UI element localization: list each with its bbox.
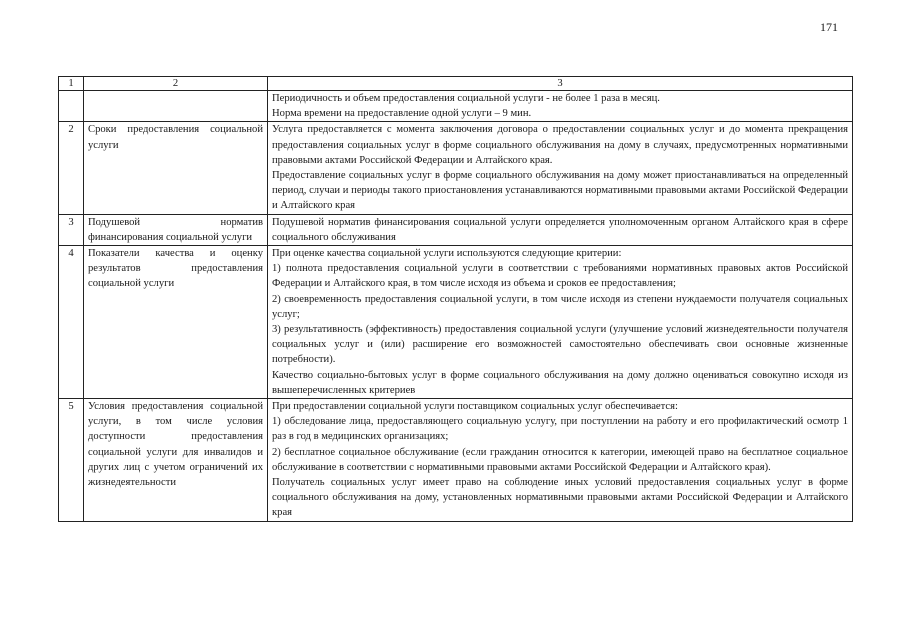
table-header-row: [59, 77, 853, 91]
row-title: Условия предоставления социальной услуги, в том числе условия доступности предоставления социальной услуги для инвалидов и других лиц с учетом ограничений их жизнедеятельности: [84, 399, 268, 522]
content-paragraph: Качество социально-бытовых услуг в форме социального обслуживания на дому должно оцениваться совокупно исходя из вышеперечисленных критериев: [272, 369, 848, 396]
content-paragraph: 3) результативность (эффективность) предоставления социальной услуги (улучшение условий жизнедеятельности получателя социальных услуг и (или) расширение его возможностей самостоятельно обеспечивать свои основные жизненные потребности).: [272, 324, 848, 366]
row-number: 3: [59, 214, 84, 245]
header-col-3: 3: [268, 77, 853, 91]
content-paragraph: Получатель социальных услуг имеет право на соблюдение иных условий предоставления социальных услуг в форме социального обслуживания на дому, установленных нормативными правовыми актами Российской Федерации и Алтайского края: [272, 477, 848, 519]
row-number: 5: [59, 399, 84, 522]
row-number: 2: [59, 122, 84, 214]
content-paragraph: При предоставлении социальной услуги поставщиком социальных услуг обеспечивается:: [272, 401, 678, 413]
row-title: Сроки предоставления социальной услуги: [84, 122, 268, 214]
row-content: [268, 91, 853, 122]
table-row: [59, 91, 853, 122]
row-content: [268, 399, 853, 522]
row-title: [84, 91, 268, 122]
content-paragraph: 2) своевременность предоставления социальной услуги, в том числе исходя из степени нуждаемости получателя социальных услуг;: [272, 293, 848, 320]
content-paragraph: Периодичность и объем предоставления социальной услуги - не более 1 раза в месяц.: [272, 93, 660, 104]
row-number: [59, 91, 84, 122]
row-content: [268, 214, 853, 245]
table-row: [59, 246, 853, 399]
content-paragraph: Норма времени на предоставление одной услуги – 9 мин.: [272, 108, 532, 120]
content-paragraph: При оценке качества социальной услуги используются следующие критерии:: [272, 248, 622, 260]
header-col-2: 2: [84, 77, 268, 91]
content-paragraph: 1) полнота предоставления социальной услуги в соответствии с требованиями нормативных правовых актов Российской Федерации и Алтайского края, в том числе исходя из объема и сроков ее предоставления;: [272, 263, 848, 290]
content-paragraph: Услуга предоставляется с момента заключения договора о предоставлении социальных услуг и до момента прекращения предоставления социальных услуг в форме социального обслуживания на дому в случаях, предусмотренных нормативными правовыми актами Российской Федерации и Алтайского края.: [272, 124, 848, 166]
row-title: Показатели качества и оценку результатов предоставления социальной услуги: [84, 246, 268, 399]
header-col-1: 1: [59, 77, 84, 91]
page-number: 171: [820, 20, 838, 34]
row-content: [268, 246, 853, 399]
content-paragraph: Подушевой норматив финансирования социальной услуги определяется уполномоченным органом Алтайского края в сфере социального обслуживания: [272, 216, 848, 243]
table-row: [59, 214, 853, 245]
services-table: [58, 76, 853, 522]
content-paragraph: 2) бесплатное социальное обслуживание (если гражданин относится к категории, имеющей право на бесплатное социальное обслуживание в соответствии с нормативными правовыми актами Российской Федерации и Алтайского края).: [272, 446, 848, 473]
table-row: [59, 399, 853, 522]
table-row: [59, 122, 853, 214]
row-number: 4: [59, 246, 84, 399]
row-title: Подушевой норматив финансирования социальной услуги: [84, 214, 268, 245]
content-paragraph: Предоставление социальных услуг в форме социального обслуживания на дому может приостанавливаться на определенный период, случаи и периоды такого приостановления устанавливаются нормативными правовыми актами Российской Федерации и Алтайского края: [272, 170, 848, 212]
row-content: [268, 122, 853, 214]
content-paragraph: 1) обследование лица, предоставляющего социальную услугу, при поступлении на работу и его профилактический осмотр 1 раз в год в медицинских организациях;: [272, 416, 848, 443]
